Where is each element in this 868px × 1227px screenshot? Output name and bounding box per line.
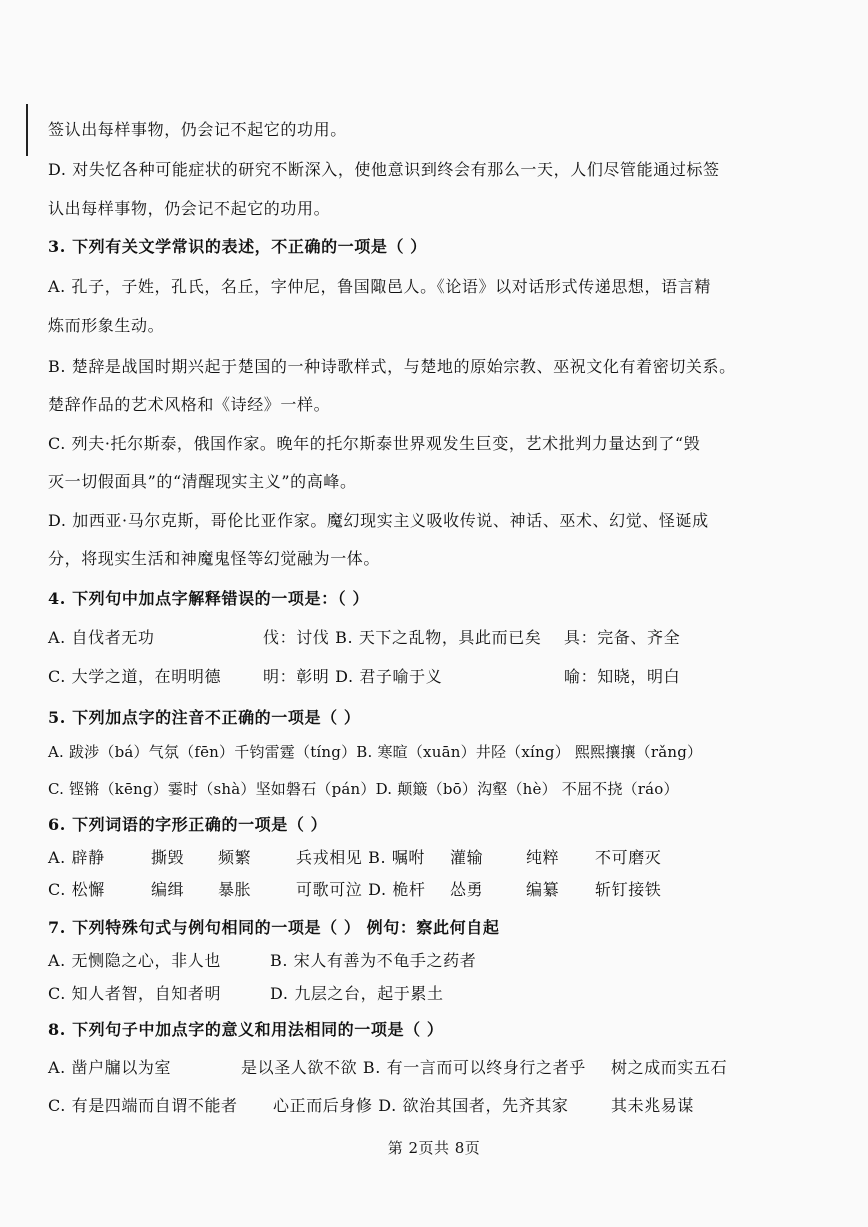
q6-word: 编纂: [526, 880, 560, 899]
q4-option: C. 大学之道，在明明德: [48, 667, 222, 686]
q8-option: 心正而后身修 D. 欲治其国者，先齐其家: [273, 1096, 569, 1115]
q8-option: 是以圣人欲不欲 B. 有一言而可以终身行之者乎: [241, 1058, 586, 1077]
margin-mark: [26, 104, 28, 156]
q4-option: 具：完备、齐全: [564, 628, 681, 647]
q6-word: 纯粹: [526, 848, 560, 867]
q4-option: 喻：知晓，明白: [564, 667, 681, 686]
q4-option: 伐：讨伐 B. 天下之乱物，具此而已矣: [263, 628, 542, 647]
q4-option: A. 自伐者无功: [48, 628, 155, 647]
q7-option: C. 知人者智，自知者明: [48, 984, 222, 1003]
text-line: 楚辞作品的艺术风格和《诗经》一样。: [48, 395, 331, 414]
page-number: 第 2页共 8页: [387, 1139, 481, 1157]
q6-word: 编缉: [151, 880, 185, 899]
question-7-title: 7. 下列特殊句式与例句相同的一项是（ ） 例句：察此何自起: [48, 918, 500, 937]
q4-option: 明：彰明 D. 君子喻于义: [263, 667, 443, 686]
text-line: 认出每样事物，仍会记不起它的功用。: [48, 199, 331, 218]
q6-word: 灌输: [450, 848, 484, 867]
question-5-title: 5. 下列加点字的注音不正确的一项是（ ）: [48, 708, 361, 727]
q8-option: C. 有是四端而自谓不能者: [48, 1096, 238, 1115]
q6-word: 撕毁: [151, 848, 185, 867]
question-8-title: 8. 下列句子中加点字的意义和用法相同的一项是（ ）: [48, 1020, 444, 1039]
question-4-title: 4. 下列句中加点字解释错误的一项是：（ ）: [48, 589, 370, 608]
q7-option: A. 无恻隐之心，非人也: [48, 951, 221, 970]
option-a-line: A. 孔子，子姓，孔氏，名丘，字仲尼，鲁国陬邑人。《论语》以对话形式传递思想，语言精: [48, 277, 711, 296]
text-line: 签认出每样事物，仍会记不起它的功用。: [48, 120, 347, 139]
q8-option: 其未兆易谋: [611, 1096, 695, 1115]
option-c-line: C. 列夫·托尔斯泰，俄国作家。晚年的托尔斯泰世界观发生巨变，艺术批判力量达到了“毁: [48, 434, 701, 453]
q8-option: A. 凿户牖以为室: [48, 1058, 172, 1077]
q6-word: 可歌可泣 D. 桅杆: [296, 880, 426, 899]
q6-word: 斩钉接铁: [595, 880, 662, 899]
text-line: 分，将现实生活和神魔鬼怪等幻觉融为一体。: [48, 549, 381, 568]
question-6-title: 6. 下列词语的字形正确的一项是（ ）: [48, 815, 328, 834]
option-b-line: B. 楚辞是战国时期兴起于楚国的一种诗歌样式，与楚地的原始宗教、巫祝文化有着密切关系。: [48, 357, 736, 376]
text-line: 灭一切假面具”的“清醒现实主义”的高峰。: [48, 472, 357, 491]
q6-word: A. 辟静: [48, 848, 105, 867]
q7-option: B. 宋人有善为不龟手之药者: [270, 951, 477, 970]
q6-word: 不可磨灭: [595, 848, 662, 867]
option-d-line: D. 对失忆各种可能症状的研究不断深入，使他意识到终会有那么一天，人们尽管能通过标签: [48, 160, 720, 179]
q6-word: C. 松懈: [48, 880, 105, 899]
q5-row: A. 跋涉（bá）气氛（fēn）千钧雷霆（tíng）B. 寒暄（xuān）井陉（xíng） 熙熙攘攘（rǎng）: [48, 743, 703, 761]
question-3-title: 3. 下列有关文学常识的表述，不正确的一项是（ ）: [48, 237, 427, 256]
q6-word: 兵戎相见 B. 嘱咐: [296, 848, 426, 867]
q5-row: C. 铿锵（kēng）霎时（shà）坚如磐石（pán）D. 颠簸（bō）沟壑（hè） 不屈不挠（ráo）: [48, 780, 679, 798]
option-d-line: D. 加西亚·马尔克斯，哥伦比亚作家。魔幻现实主义吸收传说、神话、巫术、幻觉、怪诞成: [48, 511, 709, 530]
q8-option: 树之成而实五石: [611, 1058, 728, 1077]
q6-word: 频繁: [218, 848, 252, 867]
q7-option: D. 九层之台，起于累土: [270, 984, 444, 1003]
text-line: 炼而形象生动。: [48, 316, 165, 335]
q6-word: 暴胀: [218, 880, 252, 899]
q6-word: 怂勇: [450, 880, 484, 899]
